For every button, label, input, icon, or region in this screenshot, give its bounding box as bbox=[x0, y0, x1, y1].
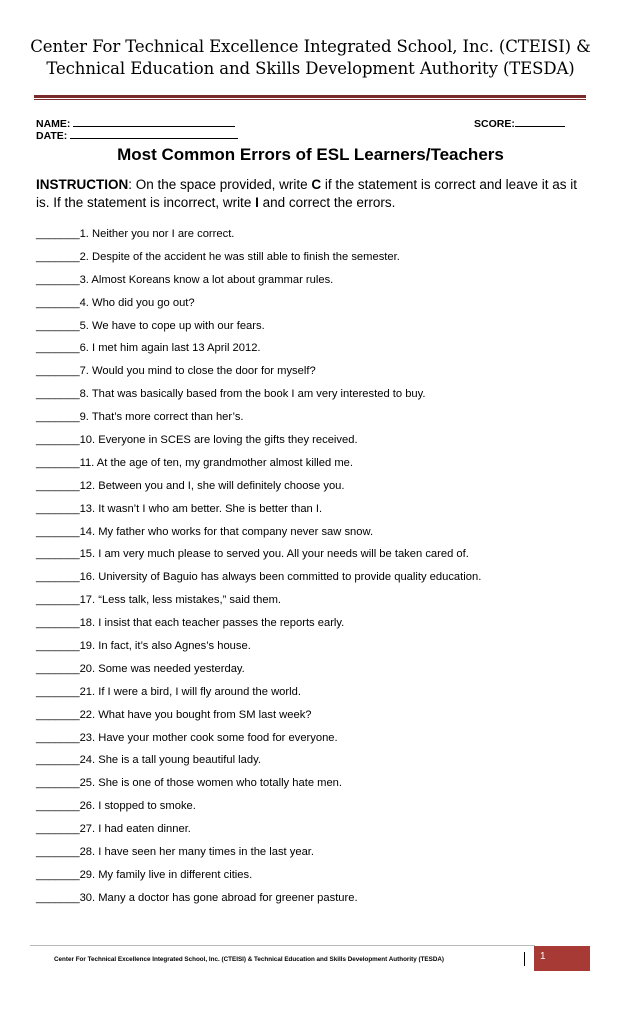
question-item bbox=[36, 684, 596, 707]
question-item bbox=[36, 775, 596, 798]
question-item bbox=[36, 478, 596, 501]
question-number: 26. bbox=[79, 800, 96, 813]
question-text: What have you bought from SM last week? bbox=[98, 708, 312, 721]
page-title: Most Common Errors of ESL Learners/Teachers bbox=[117, 145, 504, 164]
question-number: 29. bbox=[79, 868, 96, 881]
page-number: 1 bbox=[540, 951, 546, 962]
answer-blank[interactable]: _______ bbox=[36, 411, 80, 424]
name-blank[interactable] bbox=[73, 117, 235, 127]
question-item bbox=[36, 867, 596, 890]
question-number: 10. bbox=[79, 434, 96, 447]
question-number: 27. bbox=[79, 823, 96, 836]
question-text: I am very much please to served you. All your needs will be taken cared of. bbox=[98, 548, 469, 561]
question-text: I met him again last 13 April 2012. bbox=[92, 342, 261, 355]
question-number: 21. bbox=[79, 685, 96, 698]
score-label: SCORE: bbox=[474, 118, 515, 130]
answer-blank[interactable]: _______ bbox=[36, 434, 80, 447]
question-item bbox=[36, 592, 596, 615]
question-item bbox=[36, 501, 596, 524]
school-header-line-2: Technical Education and Skills Development Authority (TESDA) bbox=[46, 59, 575, 78]
question-number: 30. bbox=[79, 891, 96, 904]
question-item bbox=[36, 798, 596, 821]
answer-blank[interactable]: _______ bbox=[36, 640, 80, 653]
answer-blank[interactable]: _______ bbox=[36, 708, 80, 721]
question-number: 22. bbox=[79, 708, 96, 721]
answer-blank[interactable]: _______ bbox=[36, 365, 80, 378]
question-number: 9. bbox=[79, 411, 89, 424]
question-item bbox=[36, 661, 596, 684]
date-field[interactable] bbox=[36, 129, 238, 142]
answer-blank[interactable]: _______ bbox=[36, 502, 80, 515]
footer-divider bbox=[30, 945, 535, 946]
answer-blank[interactable]: _______ bbox=[36, 388, 80, 401]
incorrect-letter: I bbox=[255, 195, 259, 210]
answer-blank[interactable]: _______ bbox=[36, 800, 80, 813]
answer-blank[interactable]: _______ bbox=[36, 273, 80, 286]
question-item bbox=[36, 569, 596, 592]
question-text: My father who works for that company never saw snow. bbox=[98, 525, 374, 538]
question-number: 2. bbox=[79, 250, 89, 263]
question-number: 28. bbox=[79, 846, 96, 859]
question-text: Everyone in SCES are loving the gifts they received. bbox=[98, 434, 358, 447]
question-text: In fact, it’s also Agnes’s house. bbox=[98, 640, 251, 653]
question-text: Neither you nor I are correct. bbox=[92, 228, 235, 240]
answer-blank[interactable]: _______ bbox=[36, 823, 80, 836]
question-item bbox=[36, 821, 596, 844]
question-item bbox=[36, 318, 596, 341]
footer-text: Center For Technical Excellence Integrated School, Inc. (CTEISI) & Technical Education and Skills Development Authority (TESDA) bbox=[54, 956, 445, 963]
question-item bbox=[36, 615, 596, 638]
question-item bbox=[36, 409, 596, 432]
answer-blank[interactable]: _______ bbox=[36, 662, 80, 675]
answer-blank[interactable]: _______ bbox=[36, 594, 80, 607]
question-number: 17. bbox=[79, 594, 96, 607]
question-item bbox=[36, 730, 596, 753]
question-item bbox=[36, 890, 596, 913]
question-item bbox=[36, 340, 596, 363]
question-item bbox=[36, 386, 596, 409]
question-item bbox=[36, 546, 596, 569]
question-item bbox=[36, 249, 596, 272]
instruction-text-1: : On the space provided, write bbox=[128, 177, 312, 192]
instruction-text-2: if the statement is correct and leave it as it is. If the statement is incorrect, write bbox=[36, 177, 577, 210]
question-text: Some was needed yesterday. bbox=[98, 662, 245, 675]
answer-blank[interactable]: _______ bbox=[36, 731, 80, 744]
question-number: 1. bbox=[79, 228, 89, 240]
answer-blank[interactable]: _______ bbox=[36, 479, 80, 492]
question-text: My family live in different cities. bbox=[98, 868, 253, 881]
question-list bbox=[36, 226, 596, 913]
question-number: 3. bbox=[79, 273, 89, 286]
answer-blank[interactable]: _______ bbox=[36, 296, 80, 309]
instruction-label: INSTRUCTION bbox=[36, 177, 129, 192]
school-header-line-1: Center For Technical Excellence Integrated School, Inc. (CTEISI) & bbox=[30, 37, 591, 56]
question-item bbox=[36, 707, 596, 730]
answer-blank[interactable]: _______ bbox=[36, 250, 80, 263]
question-item bbox=[36, 432, 596, 455]
correct-letter: C bbox=[311, 177, 322, 192]
header-divider-thin bbox=[34, 99, 586, 100]
footer-separator bbox=[524, 952, 525, 966]
question-number: 24. bbox=[79, 754, 96, 767]
question-text: University of Baguio has always been committed to provide quality education. bbox=[98, 571, 482, 584]
question-number: 19. bbox=[79, 640, 96, 653]
question-number: 6. bbox=[79, 342, 89, 355]
question-text: That was basically based from the book I am very interested to buy. bbox=[91, 388, 426, 401]
question-text: It wasn’t I who am better. She is better than I. bbox=[98, 502, 323, 515]
answer-blank[interactable]: _______ bbox=[36, 754, 80, 767]
question-text: Between you and I, she will definitely choose you. bbox=[98, 479, 345, 492]
answer-blank[interactable]: _______ bbox=[36, 891, 80, 904]
question-number: 23. bbox=[79, 731, 96, 744]
header-divider-thick bbox=[34, 95, 586, 98]
question-number: 8. bbox=[79, 388, 89, 401]
question-text: Many a doctor has gone abroad for greener pasture. bbox=[98, 891, 358, 904]
name-label: NAME: bbox=[36, 118, 71, 130]
question-item bbox=[36, 844, 596, 867]
question-number: 18. bbox=[79, 617, 96, 630]
question-number: 20. bbox=[79, 662, 96, 675]
question-text: I stopped to smoke. bbox=[98, 800, 196, 813]
answer-blank[interactable]: _______ bbox=[36, 846, 80, 859]
instruction-text-3: and correct the errors. bbox=[258, 195, 396, 210]
question-text: I had eaten dinner. bbox=[98, 823, 191, 836]
question-text: We have to cope up with our fears. bbox=[92, 319, 265, 332]
question-number: 15. bbox=[79, 548, 96, 561]
question-item bbox=[36, 226, 596, 249]
page-number-badge bbox=[534, 946, 590, 971]
question-text: At the age of ten, my grandmother almost killed me. bbox=[96, 456, 353, 469]
question-number: 16. bbox=[79, 571, 96, 584]
answer-blank[interactable]: _______ bbox=[36, 525, 80, 538]
question-text: Who did you go out? bbox=[92, 296, 195, 309]
question-text: She is one of those women who totally hate men. bbox=[98, 777, 343, 790]
question-item bbox=[36, 272, 596, 295]
question-text: Have your mother cook some food for everyone. bbox=[98, 731, 338, 744]
score-field[interactable] bbox=[474, 117, 565, 130]
answer-blank[interactable]: _______ bbox=[36, 777, 80, 790]
question-item bbox=[36, 295, 596, 318]
answer-blank[interactable]: _______ bbox=[36, 617, 80, 630]
question-number: 5. bbox=[79, 319, 89, 332]
question-number: 14. bbox=[79, 525, 96, 538]
answer-blank[interactable]: _______ bbox=[36, 228, 80, 240]
question-number: 13. bbox=[79, 502, 96, 515]
answer-blank[interactable]: _______ bbox=[36, 319, 80, 332]
question-text: Despite of the accident he was still able to finish the semester. bbox=[92, 250, 400, 263]
question-item bbox=[36, 363, 596, 386]
question-number: 4. bbox=[79, 296, 89, 309]
question-item bbox=[36, 638, 596, 661]
answer-blank[interactable]: _______ bbox=[36, 685, 80, 698]
question-text: If I were a bird, I will fly around the world. bbox=[98, 685, 301, 698]
answer-blank[interactable]: _______ bbox=[36, 868, 80, 881]
instruction-paragraph bbox=[36, 176, 591, 212]
question-number: 11. bbox=[79, 456, 95, 469]
answer-blank[interactable]: _______ bbox=[36, 548, 80, 561]
date-blank[interactable] bbox=[70, 129, 238, 139]
question-number: 12. bbox=[79, 479, 96, 492]
question-item bbox=[36, 524, 596, 547]
school-header bbox=[0, 36, 621, 80]
date-label: DATE: bbox=[36, 130, 68, 142]
question-text: “Less talk, less mistakes,” said them. bbox=[98, 594, 282, 607]
question-text: I insist that each teacher passes the reports early. bbox=[98, 617, 345, 630]
question-text: Would you mind to close the door for myself? bbox=[92, 365, 316, 378]
question-text: I have seen her many times in the last year. bbox=[98, 846, 315, 859]
answer-blank[interactable]: _______ bbox=[36, 571, 80, 584]
question-item bbox=[36, 752, 596, 775]
answer-blank[interactable]: _______ bbox=[36, 456, 80, 469]
question-item bbox=[36, 455, 596, 478]
question-text: Almost Koreans know a lot about grammar rules. bbox=[91, 273, 334, 286]
question-number: 25. bbox=[79, 777, 96, 790]
answer-blank[interactable]: _______ bbox=[36, 342, 80, 355]
question-text: That’s more correct than her’s. bbox=[91, 411, 244, 424]
score-blank[interactable] bbox=[515, 117, 565, 127]
question-number: 7. bbox=[79, 365, 89, 378]
question-text: She is a tall young beautiful lady. bbox=[98, 754, 261, 767]
